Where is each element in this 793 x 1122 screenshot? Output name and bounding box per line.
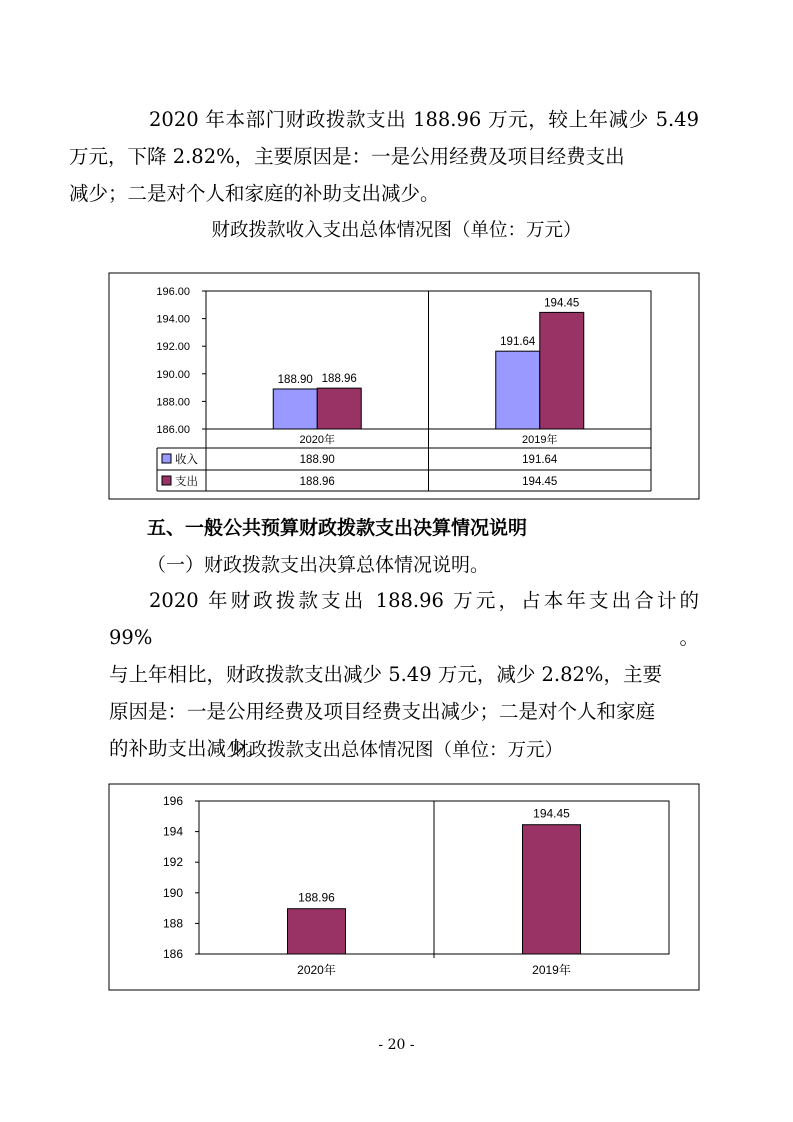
- chart-1-y-tick-label: 196.00: [156, 286, 190, 298]
- chart-1-y-tick-label: 188.00: [156, 396, 190, 409]
- paragraph-2-line-1: 2020 年财政拨款支出 188.96 万元，占本年支出合计的 99%。: [109, 589, 699, 649]
- chart-2-x-tick-label: 2020年: [297, 963, 336, 977]
- chart-1-data-label: 188.96: [321, 373, 357, 386]
- chart-1-data-label: 194.45: [544, 297, 580, 310]
- chart-2-y-tick-label: 194: [162, 824, 183, 839]
- chart-1-caption: 财政拨款收入支出总体情况图（单位：万元）: [211, 220, 582, 241]
- paragraph-2-line-2: 与上年相比，财政拨款支出减少 5.49 万元，减少 2.82%，主要: [109, 663, 662, 686]
- chart-2-y-tick-label: 186: [162, 947, 183, 961]
- chart-1-table-value: 194.45: [522, 476, 558, 488]
- chart-1-legend-label: 支出: [175, 476, 198, 488]
- chart-1-data-label: 191.64: [500, 336, 536, 349]
- chart-1-y-tick-label: 190.00: [156, 368, 190, 381]
- subsection-heading: （一）财政拨款支出决算总体情况说明。: [147, 554, 490, 576]
- paragraph-1-line-2: 万元，下降 2.82%，主要原因是：一是公用经费及项目经费支出: [69, 145, 625, 168]
- chart-1-y-tick-label: 186.00: [156, 424, 190, 436]
- chart-2-outer-frame: [109, 784, 699, 990]
- chart-2-data-label: 188.96: [298, 890, 335, 905]
- chart-1-x-tick-label: 2020年: [299, 434, 335, 446]
- paragraph-1-line-3: 减少；二是对个人和家庭的补助支出减少。: [69, 182, 440, 205]
- chart-2-caption: 财政拨款支出总体情况图（单位：万元）: [229, 740, 563, 761]
- page-number: - 20 -: [378, 1037, 415, 1053]
- chart-2-data-label: 194.45: [533, 806, 570, 821]
- chart-1-y-tick-label: 192.00: [156, 341, 190, 354]
- chart-2-y-tick-label: 196: [162, 794, 183, 808]
- chart-1-table-value: 188.96: [299, 476, 335, 488]
- chart-1-y-tick-label: 194.00: [156, 313, 190, 326]
- chart-2-y-tick-label: 188: [162, 916, 183, 931]
- section-heading: 五、一般公共预算财政拨款支出决算情况说明: [147, 517, 528, 539]
- chart-1-x-tick-label: 2019年: [522, 434, 558, 446]
- paragraph-2-line-4: 的补助支出减少。: [109, 737, 266, 760]
- chart-1-legend-label: 收入: [175, 454, 198, 466]
- chart-2-x-tick-label: 2019年: [532, 963, 571, 977]
- chart-1-data-label: 188.90: [277, 373, 313, 386]
- chart-1-table-value: 191.64: [522, 454, 558, 466]
- chart-2-y-tick-label: 190: [162, 885, 183, 900]
- chart-2-y-tick-label: 192: [162, 855, 183, 870]
- chart-2-bar-支出: [523, 825, 581, 954]
- paragraph-2-line-3: 原因是：一是公用经费及项目经费支出减少；二是对个人和家庭: [109, 700, 656, 723]
- chart-2-bar-支出: [288, 909, 346, 954]
- chart-1-table-value: 188.90: [299, 454, 335, 466]
- paragraph-1-line-1: 2020 年本部门财政拨款支出 188.96 万元，较上年减少 5.49: [149, 108, 699, 131]
